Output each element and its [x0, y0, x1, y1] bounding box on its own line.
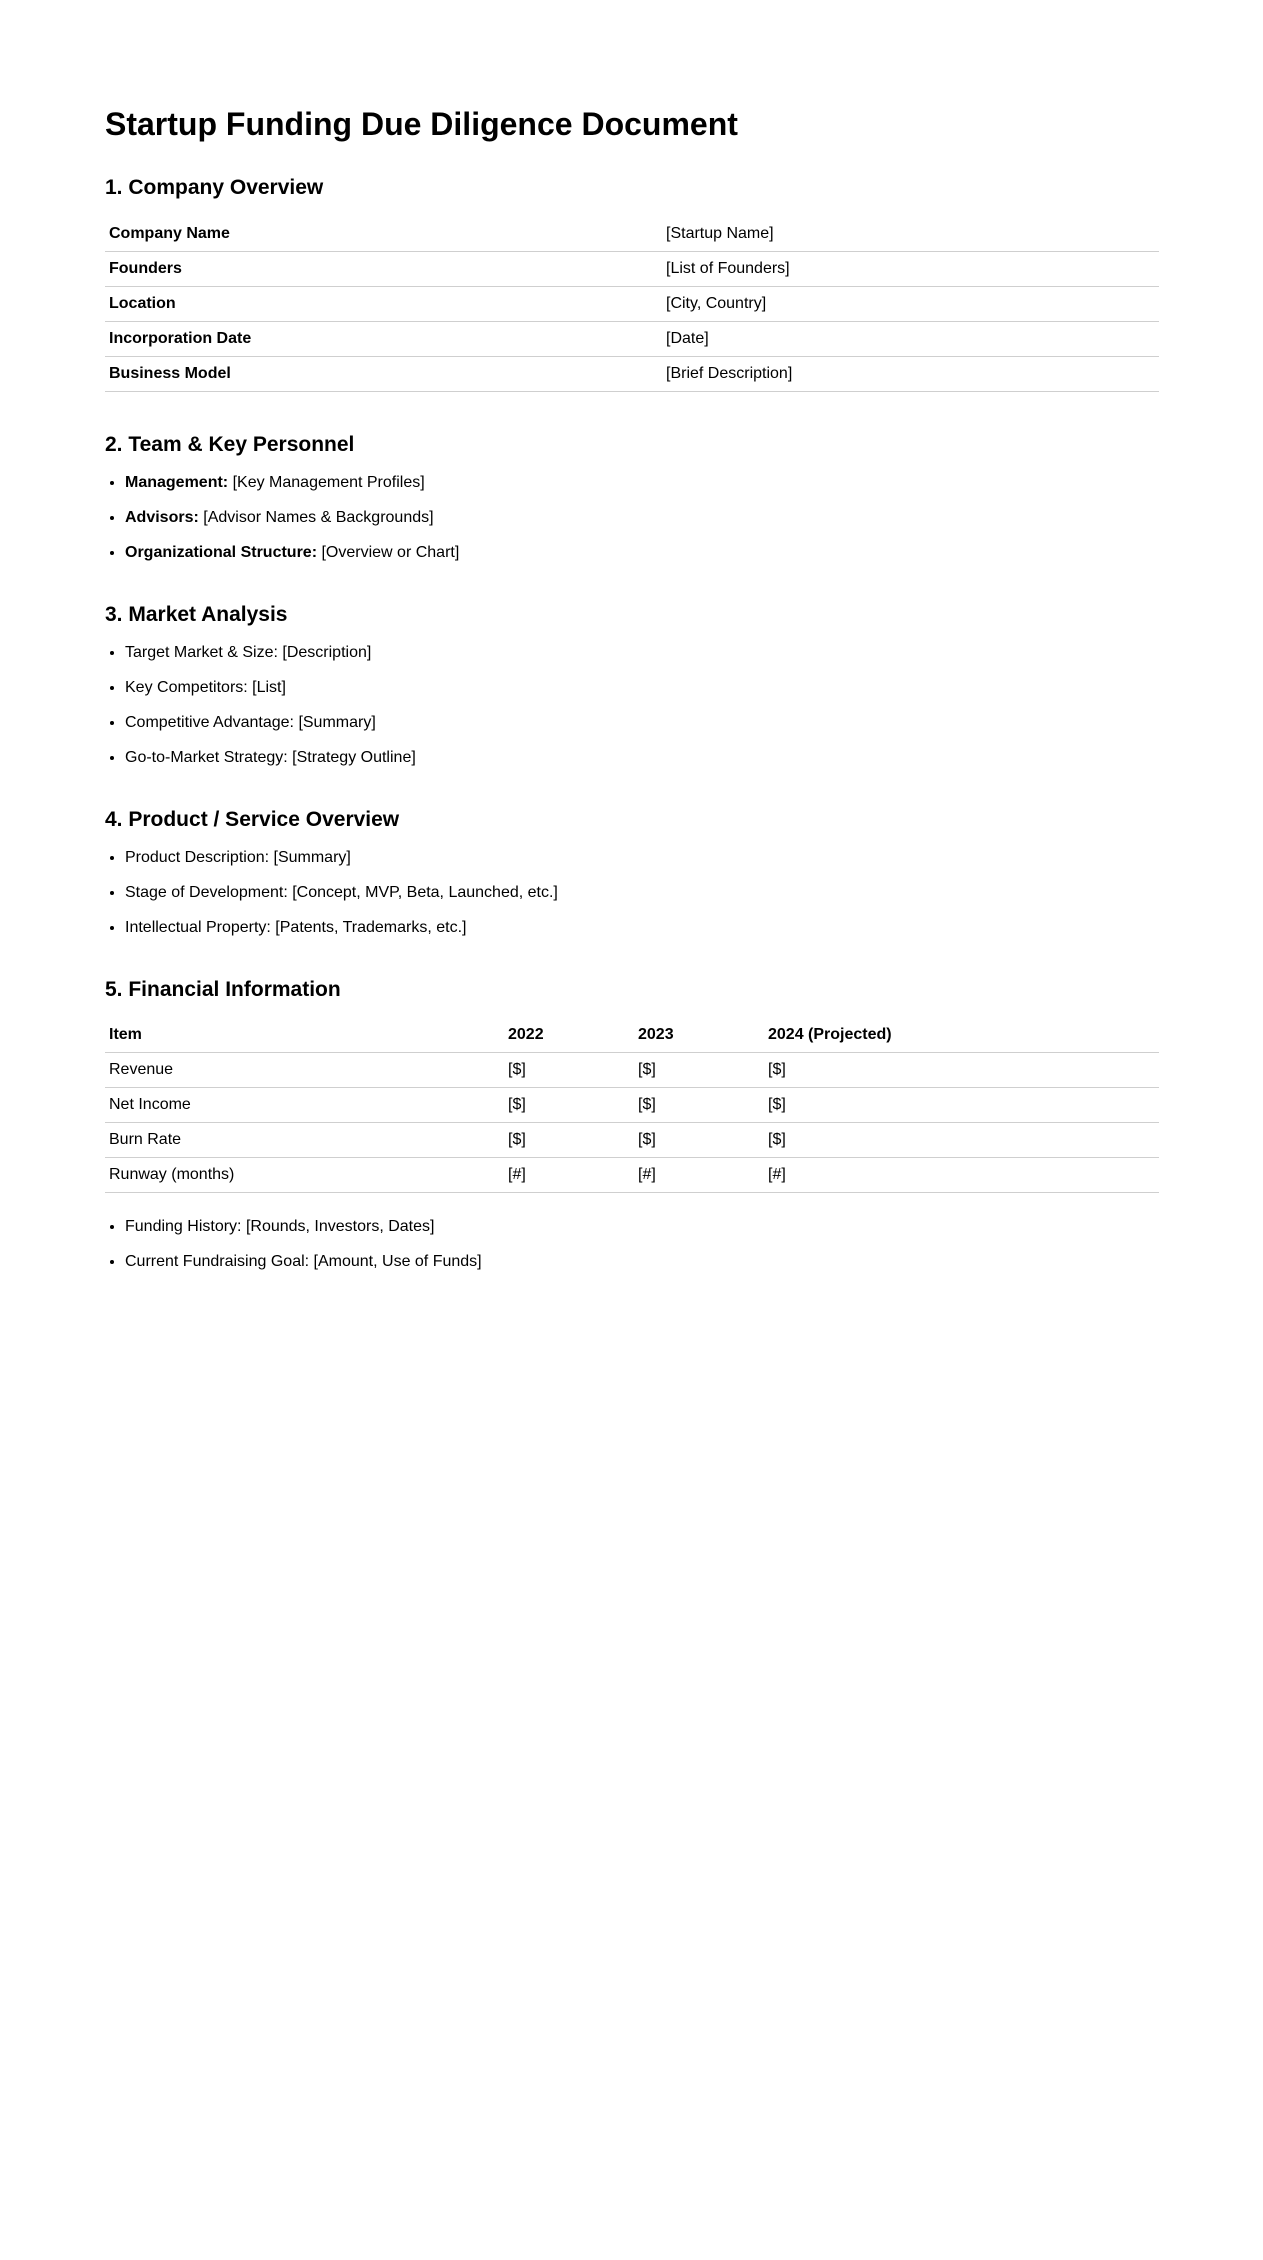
team-section [105, 432, 1159, 562]
company-overview-heading: 1. Company Overview [105, 176, 324, 200]
item-value: [Advisor Names & Backgrounds] [203, 508, 434, 526]
column-header: 2022 [504, 1018, 634, 1053]
table-row [105, 286, 1159, 321]
table-row [105, 321, 1159, 356]
company-overview-table [105, 217, 1159, 392]
market-list [105, 643, 1159, 767]
item-value: [Key Management Profiles] [232, 473, 425, 491]
product-section [105, 807, 1159, 937]
table-row [105, 1088, 1159, 1123]
list-item: • Stage of Development: [Concept, MVP, Beta, Launched, etc.] [125, 883, 1159, 902]
column-header: 2024 (Projected) [764, 1018, 1159, 1053]
item-label: Organizational Structure: [125, 543, 318, 561]
list-item: • Product Description: [Summary] [125, 848, 1159, 867]
product-heading: 4. Product / Service Overview [105, 807, 400, 831]
table-header-row [105, 1018, 1159, 1053]
table-row [105, 251, 1159, 286]
row-label: Business Model [105, 356, 662, 391]
list-item [125, 508, 1159, 527]
table-cell: [#] [634, 1158, 764, 1193]
row-value: [City, Country] [662, 286, 1159, 321]
row-value: [Brief Description] [662, 356, 1159, 391]
list-item: • Current Fundraising Goal: [Amount, Use of Funds] [125, 1252, 1159, 1271]
financial-heading: 5. Financial Information [105, 978, 341, 1002]
item-value: [Overview or Chart] [321, 543, 460, 561]
list-item: • Target Market & Size: [Description] [125, 643, 1159, 662]
page-title: Startup Funding Due Diligence Document [105, 106, 738, 142]
row-value: [List of Founders] [662, 251, 1159, 286]
table-cell: Runway (months) [105, 1158, 504, 1193]
table-cell: [$] [634, 1123, 764, 1158]
financial-section [105, 977, 1159, 1271]
row-label: Founders [105, 251, 662, 286]
list-item: • Key Competitors: [List] [125, 678, 1159, 697]
table-cell: [$] [634, 1088, 764, 1123]
table-row [105, 1158, 1159, 1193]
table-cell: Revenue [105, 1053, 504, 1088]
column-header: 2023 [634, 1018, 764, 1053]
financial-table [105, 1018, 1159, 1193]
row-label: Location [105, 286, 662, 321]
list-item: • Go-to-Market Strategy: [Strategy Outline] [125, 748, 1159, 767]
table-cell: [$] [764, 1053, 1159, 1088]
product-list [105, 848, 1159, 937]
row-value: [Date] [662, 321, 1159, 356]
market-section [105, 602, 1159, 767]
company-overview-section [105, 175, 1159, 391]
market-heading: 3. Market Analysis [105, 602, 288, 626]
team-list [105, 473, 1159, 562]
list-item [125, 543, 1159, 562]
table-cell: [$] [634, 1053, 764, 1088]
table-cell: [$] [504, 1053, 634, 1088]
item-label: Management: [125, 473, 229, 491]
table-cell: [#] [764, 1158, 1159, 1193]
financial-list [105, 1217, 1159, 1271]
table-row [105, 217, 1159, 252]
table-cell: [$] [504, 1088, 634, 1123]
list-item [125, 473, 1159, 492]
team-heading: 2. Team & Key Personnel [105, 432, 355, 456]
list-item: • Funding History: [Rounds, Investors, Dates] [125, 1217, 1159, 1236]
column-header: Item [105, 1018, 504, 1053]
table-row [105, 1123, 1159, 1158]
table-cell: [#] [504, 1158, 634, 1193]
list-item: • Intellectual Property: [Patents, Trademarks, etc.] [125, 918, 1159, 937]
table-cell: [$] [504, 1123, 634, 1158]
table-cell: [$] [764, 1088, 1159, 1123]
row-label: Incorporation Date [105, 321, 662, 356]
row-value: [Startup Name] [662, 217, 1159, 252]
item-label: Advisors: [125, 508, 199, 526]
table-cell: Burn Rate [105, 1123, 504, 1158]
table-row [105, 356, 1159, 391]
list-item: • Competitive Advantage: [Summary] [125, 713, 1159, 732]
table-cell: Net Income [105, 1088, 504, 1123]
row-label: Company Name [105, 217, 662, 252]
table-row [105, 1053, 1159, 1088]
table-cell: [$] [764, 1123, 1159, 1158]
